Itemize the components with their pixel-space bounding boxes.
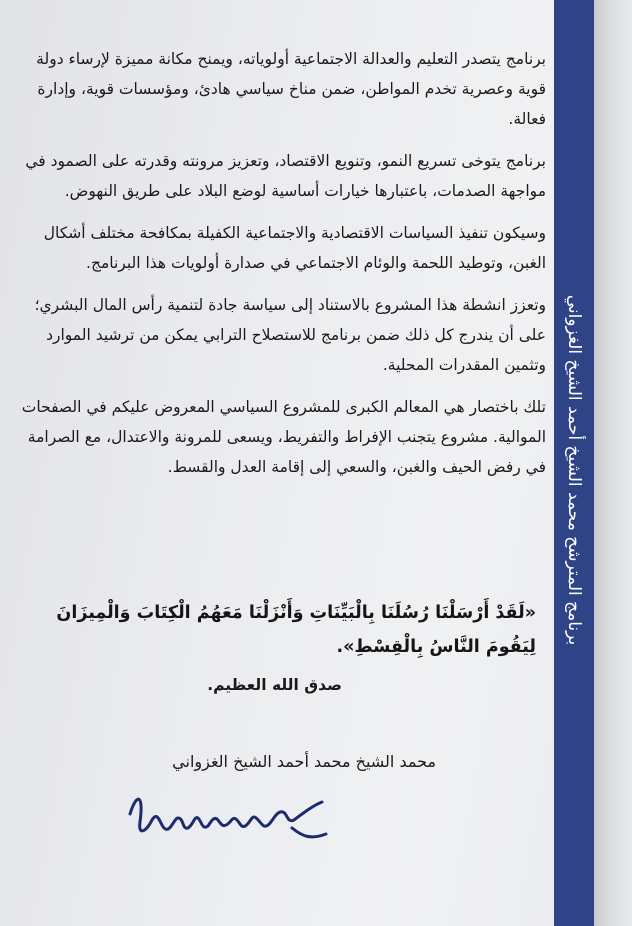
page-edge xyxy=(594,0,632,926)
paragraph-2: برنامج يتوخى تسريع النمو، وتنويع الاقتصاد، وتعزيز مرونته وقدرته على الصمود في مواجهة الصدمات، باعتبارها خيارات أساسية لوضع البلاد على طريق النهوض. xyxy=(25,152,546,200)
paragraph-1: برنامج يتصدر التعليم والعدالة الاجتماعية أولوياته، ويمنح مكانة مميزة لإرساء دولة قوية وعصرية تخدم المواطن، ضمن مناخ سياسي هادئ، ومؤسسات قوية، وإدارة فعالة. xyxy=(36,50,546,128)
closing-line: صدق الله العظيم. xyxy=(207,676,342,694)
paragraph-5: تلك باختصار هي المعالم الكبرى للمشروع السياسي المعروض عليكم في الصفحات الموالية. مشروع يتجنب الإفراط والتفريط، ويسعى للمرونة والاعتدال، مع الصرامة في رفض الحيف والغبن، والسعي إلى إقامة العدل والقسط. xyxy=(21,398,546,476)
signer-name: محمد الشيخ محمد أحمد الشيخ الغزواني xyxy=(172,752,436,771)
handwritten-signature xyxy=(126,784,336,854)
paragraph-4: وتعزز انشطة هذا المشروع بالاستناد إلى سياسة جادة لتنمية رأس المال البشري؛ على أن يندرج كل ذلك ضمن برنامج للاستصلاح الترابي يمكن من ترشيد الموارد وتثمين المقدرات المحلية. xyxy=(34,296,546,374)
body-text xyxy=(6,44,546,494)
paragraph-3: وسيكون تنفيذ السياسات الاقتصادية والاجتماعية الكفيلة بمكافحة مختلف أشكال الغبن، وتوطيد اللحمة والوئام الاجتماعي في صدارة أولويات هذا البرنامج. xyxy=(43,224,546,272)
spine-title: برنامج المترشح محمد الشيخ أحمد الشيخ الغزواني xyxy=(564,294,584,646)
quran-quote: «لَقَدْ أَرْسَلْنَا رُسُلَنَا بِالْبَيِّنَاتِ وَأَنْزَلْنَا مَعَهُمُ الْكِتَابَ وَالْمِيزَانَ لِيَقُومَ النَّاسُ بِالْقِسْطِ». xyxy=(56,603,536,657)
